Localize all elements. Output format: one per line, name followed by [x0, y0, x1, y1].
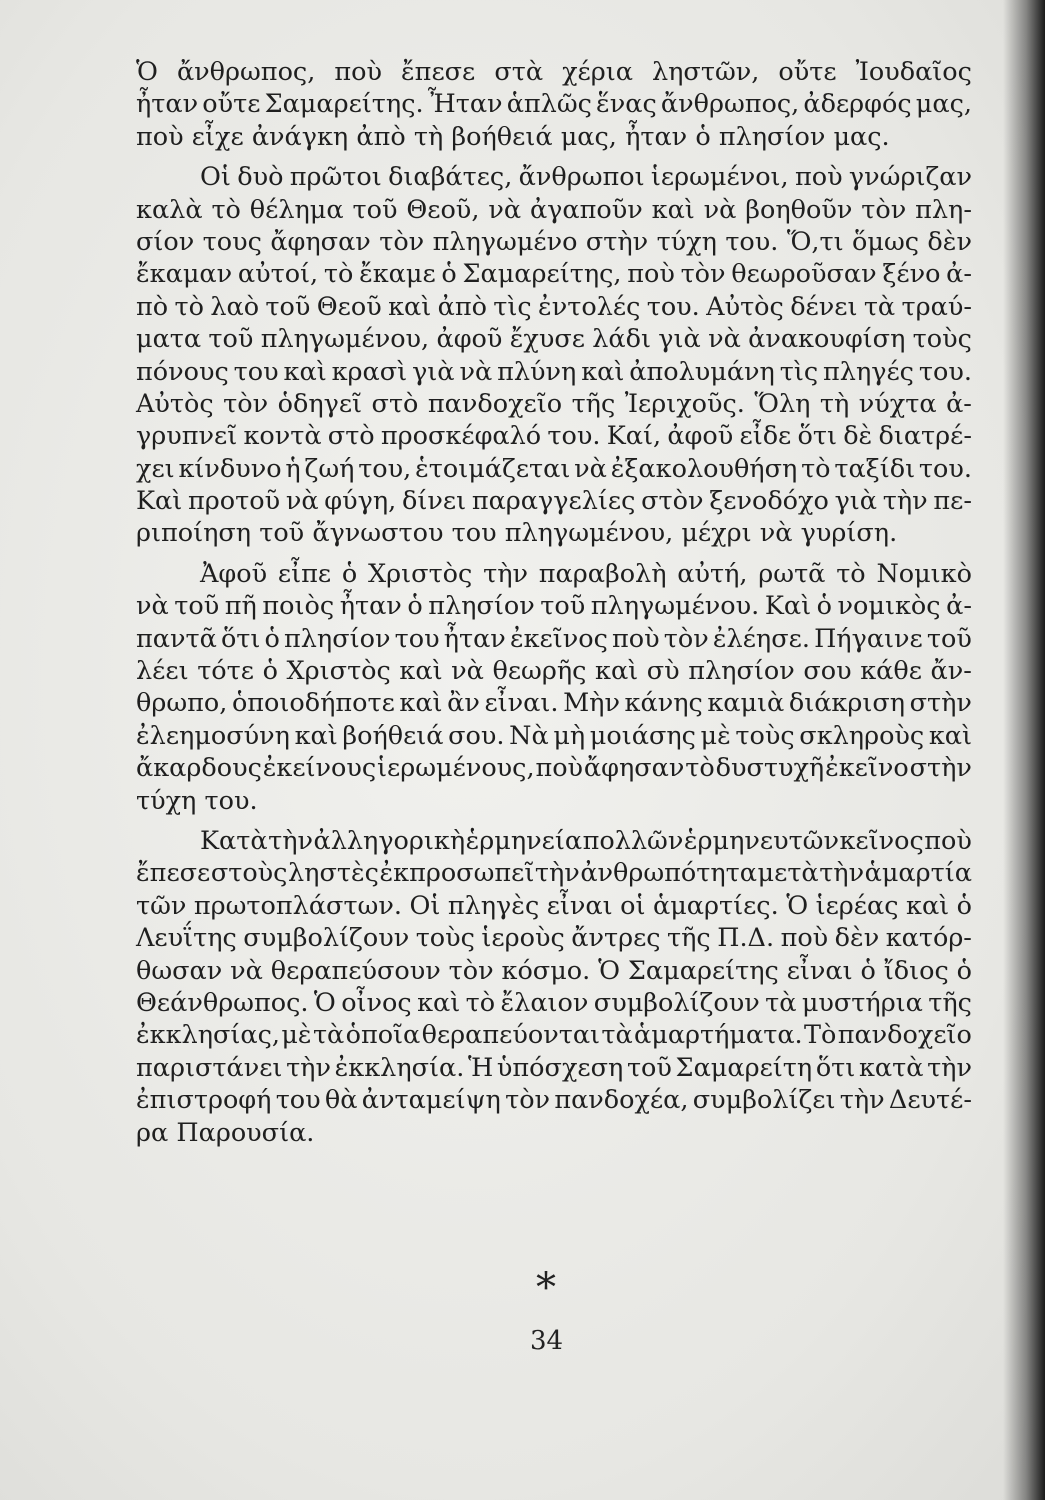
section-asterisk: *: [536, 1265, 556, 1311]
text-line: ἔπεσε στοὺς ληστὲς ἐκπροσωπεῖ τὴν ἀνθρωπότητα μετὰ τὴν ἁμαρτία: [136, 858, 972, 889]
text-line: ἄκαρδους ἐκείνους ἱερωμένους, ποὺ ἄφησαν τὸ δυστυχῆ ἐκεῖνο στὴν: [136, 753, 972, 784]
body-text: [136, 56, 972, 1149]
text-line: ἐλεημοσύνη καὶ βοήθειά σου. Νὰ μὴ μοιάσης μὲ τοὺς σκληροὺς καὶ: [136, 720, 972, 751]
text-line: πόνους του καὶ κρασὶ γιὰ νὰ πλύνη καὶ ἀπολυμάνη τὶς πληγές του.: [136, 356, 972, 387]
text-line: γρυπνεῖ κοντὰ στὸ προσκέφαλό του. Καί, ἀφοῦ εἶδε ὅτι δὲ διατρέ-: [136, 421, 972, 452]
text-line: σίον τους ἄφησαν τὸν πληγωμένο στὴν τύχη του. Ὅ,τι ὅμως δὲν: [136, 226, 972, 257]
paragraph: [136, 825, 972, 1149]
text-line: θωσαν νὰ θεραπεύσουν τὸν κόσμο. Ὁ Σαμαρείτης εἶναι ὁ ἴδιος ὁ: [136, 955, 972, 986]
text-line: Καὶ προτοῦ νὰ φύγη, δίνει παραγγελίες στὸν ξενοδόχο γιὰ τὴν πε-: [136, 486, 972, 517]
text-line: Λευΐτης συμβολίζουν τοὺς ἱεροὺς ἄντρες τῆς Π.Δ. ποὺ δὲν κατόρ-: [136, 923, 972, 954]
text-line: παριστάνει τὴν ἐκκλησία. Ἡ ὑπόσχεση τοῦ Σαμαρείτη ὅτι κατὰ τὴν: [136, 1052, 972, 1083]
text-line: χει κίνδυνο ἡ ζωή του, ἑτοιμάζεται νὰ ἐξακολουθήση τὸ ταξίδι του.: [136, 453, 972, 484]
text-line: παντᾶ ὅτι ὁ πλησίον του ἦταν ἐκεῖνος ποὺ τὸν ἐλέησε. Πήγαινε τοῦ: [136, 623, 972, 654]
paragraph: [136, 56, 972, 153]
text-line: ριποίηση τοῦ ἄγνωστου του πληγωμένου, μέχρι νὰ γυρίση.: [136, 518, 898, 549]
paragraph-gap: [136, 817, 972, 825]
text-line: ἐκκλησίας, μὲ τὰ ὁποῖα θεραπεύονται τὰ ἁμαρτήματα. Τὸ πανδοχεῖο: [136, 1020, 972, 1051]
text-line: ρα Παρουσία.: [136, 1117, 315, 1148]
text-line: ποὺ εἶχε ἀνάγκη ἀπὸ τὴ βοήθειά μας, ἦταν ὁ πλησίον μας.: [136, 121, 890, 152]
text-line: ἐπιστροφή του θὰ ἀνταμείψη τὸν πανδοχέα, συμβολίζει τὴν Δευτέ-: [136, 1085, 972, 1116]
text-line: Οἱ δυὸ πρῶτοι διαβάτες, ἄνθρωποι ἱερωμένοι, ποὺ γνώριζαν: [200, 162, 972, 193]
text-line: ἦταν οὔτε Σαμαρείτης. Ἦταν ἁπλῶς ἕνας ἄνθρωπος, ἀδερφός μας,: [136, 89, 972, 120]
text-line: τύχη του.: [136, 785, 258, 816]
text-line: Αὐτὸς τὸν ὁδηγεῖ στὸ πανδοχεῖο τῆς Ἰεριχοῦς. Ὅλη τὴ νύχτα ἀ-: [136, 388, 972, 419]
text-line: Ἀφοῦ εἶπε ὁ Χριστὸς τὴν παραβολὴ αὐτή, ρωτᾶ τὸ Νομικὸ: [200, 558, 972, 589]
book-spine-shadow: [1003, 0, 1045, 1500]
text-line: Ὁ ἄνθρωπος, ποὺ ἔπεσε στὰ χέρια ληστῶν, οὔτε Ἰουδαῖος: [136, 57, 972, 87]
paragraph: [136, 558, 972, 817]
text-line: ματα τοῦ πληγωμένου, ἀφοῦ ἔχυσε λάδι γιὰ νὰ ἀνακουφίση τοὺς: [136, 324, 972, 355]
text-line: νὰ τοῦ πῆ ποιὸς ἦταν ὁ πλησίον τοῦ πληγωμένου. Καὶ ὁ νομικὸς ἀ-: [136, 591, 972, 622]
paragraph: [136, 161, 972, 550]
text-line: τῶν πρωτοπλάστων. Οἱ πληγὲς εἶναι οἱ ἁμαρτίες. Ὁ ἱερέας καὶ ὁ: [136, 890, 972, 921]
text-line: θρωπο, ὁποιοδήποτε καὶ ἂν εἶναι. Μὴν κάνης καμιὰ διάκριση στὴν: [136, 688, 972, 719]
text-line: Κατὰ τὴν ἀλληγορικὴ ἑρμηνεία πολλῶν ἑρμηνευτῶν κεῖνος ποὺ: [200, 825, 972, 856]
text-line: καλὰ τὸ θέλημα τοῦ Θεοῦ, νὰ ἀγαποῦν καὶ νὰ βοηθοῦν τὸν πλη-: [136, 194, 972, 225]
text-line: ἔκαμαν αὐτοί, τὸ ἔκαμε ὁ Σαμαρείτης, ποὺ τὸν θεωροῦσαν ξένο ἀ-: [136, 259, 972, 290]
text-line: Θεάνθρωπος. Ὁ οἶνος καὶ τὸ ἔλαιον συμβολίζουν τὰ μυστήρια τῆς: [136, 987, 972, 1018]
page-number: 34: [530, 1326, 564, 1356]
text-line: λέει τότε ὁ Χριστὸς καὶ νὰ θεωρῆς καὶ σὺ πλησίον σου κάθε ἄν-: [136, 656, 972, 687]
paragraph-gap: [136, 550, 972, 558]
paragraph-gap: [136, 153, 972, 161]
text-line: πὸ τὸ λαὸ τοῦ Θεοῦ καὶ ἀπὸ τὶς ἐντολές του. Αὐτὸς δένει τὰ τραύ-: [136, 291, 972, 322]
